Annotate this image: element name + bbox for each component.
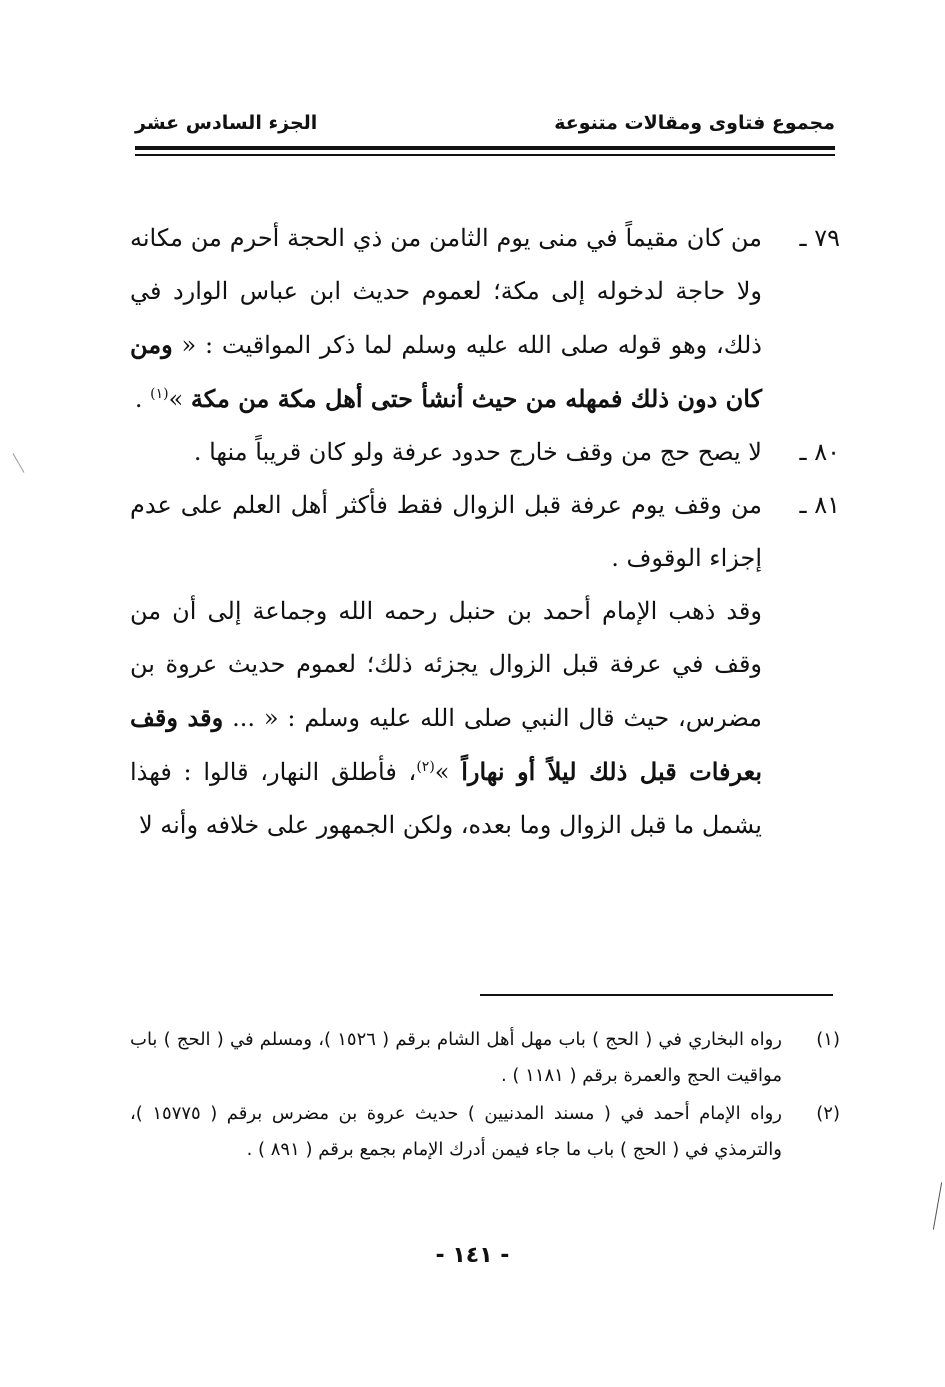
footnote-ref[interactable]: (٢) [416,759,435,775]
header-rule-thick [135,146,835,150]
footnote-ref[interactable]: (١) [150,386,169,402]
scan-mark [933,1182,942,1229]
header-rule-thin [135,154,835,156]
quote-close: » [168,385,191,413]
hadith-quote: وقد وقف بعرفات قبل ذلك ليلاً أو نهاراً [130,703,763,786]
item-number: ٧٩ ـ [799,224,840,252]
footnote-separator [480,994,833,996]
fatwa-item-81 [130,479,840,585]
quote-close: » [434,758,462,786]
item-tail: . [134,385,151,413]
footnote-text: رواه الإمام أحمد في ( مسند المدنيين ) حديث عروة بن مضرس برقم ( ١٥٧٧٥ )، والترمذي في ( الحج ) باب ما جاء فيمن أدرك الإمام بجمع برقم ( ٨٩١ ) . [130,1103,782,1160]
para-tail: ، فأطلق النهار، قالوا : فهذا يشمل ما قبل الزوال وما بعده، ولكن الجمهور على خلافه وأنه لا [130,758,762,839]
book-title: مجموع فتاوى ومقالات متنوعة [554,112,835,134]
footnote-2 [130,1096,840,1168]
para-text: وقد ذهب الإمام أحمد بن حنبل رحمه الله وجماعة إلى أن من وقف في عرفة قبل الزوال يجزئه ذلك؛ لعموم حديث عروة بن مضرس، حيث قال النبي صلى الله عليه وسلم : « ... [130,597,763,732]
footnotes [130,1022,840,1170]
footnote-text: رواه البخاري في ( الحج ) باب مهل أهل الشام برقم ( ١٥٢٦ )، ومسلم في ( الحج ) باب مواقيت الحج والعمرة برقم ( ١١٨١ ) . [130,1029,782,1086]
main-text [130,212,840,852]
item-text: لا يصح حج من وقف خارج حدود عرفة ولو كان قريباً منها . [193,438,762,466]
scan-mark [13,453,25,473]
continuation-paragraph [130,585,840,852]
item-text: من كان مقيماً في منى يوم الثامن من ذي الحجة أحرم من مكانه ولا حاجة لدخوله إلى مكة؛ لعموم حديث ابن عباس الوارد في ذلك، وهو قوله صلى الله عليه وسلم لما ذكر المواقيت : « [130,224,762,359]
hadith-quote: ومن كان دون ذلك فمهله من حيث أنشأ حتى أهل مكة من مكة [130,330,762,413]
item-number: ٨١ ـ [799,491,840,519]
page-number: - ١٤١ - [435,1243,510,1268]
fatwa-item-79 [130,212,840,426]
running-header [135,112,835,142]
item-text: من وقف يوم عرفة قبل الزوال فقط فأكثر أهل العلم على عدم إجزاء الوقوف . [130,491,762,572]
item-number: ٨٠ ـ [799,438,840,466]
footnote-number: (١) [816,1029,840,1050]
fatwa-item-80 [130,426,840,479]
volume-label: الجزء السادس عشر [135,112,318,134]
footnote-1 [130,1022,840,1094]
footnote-number: (٢) [816,1103,840,1124]
